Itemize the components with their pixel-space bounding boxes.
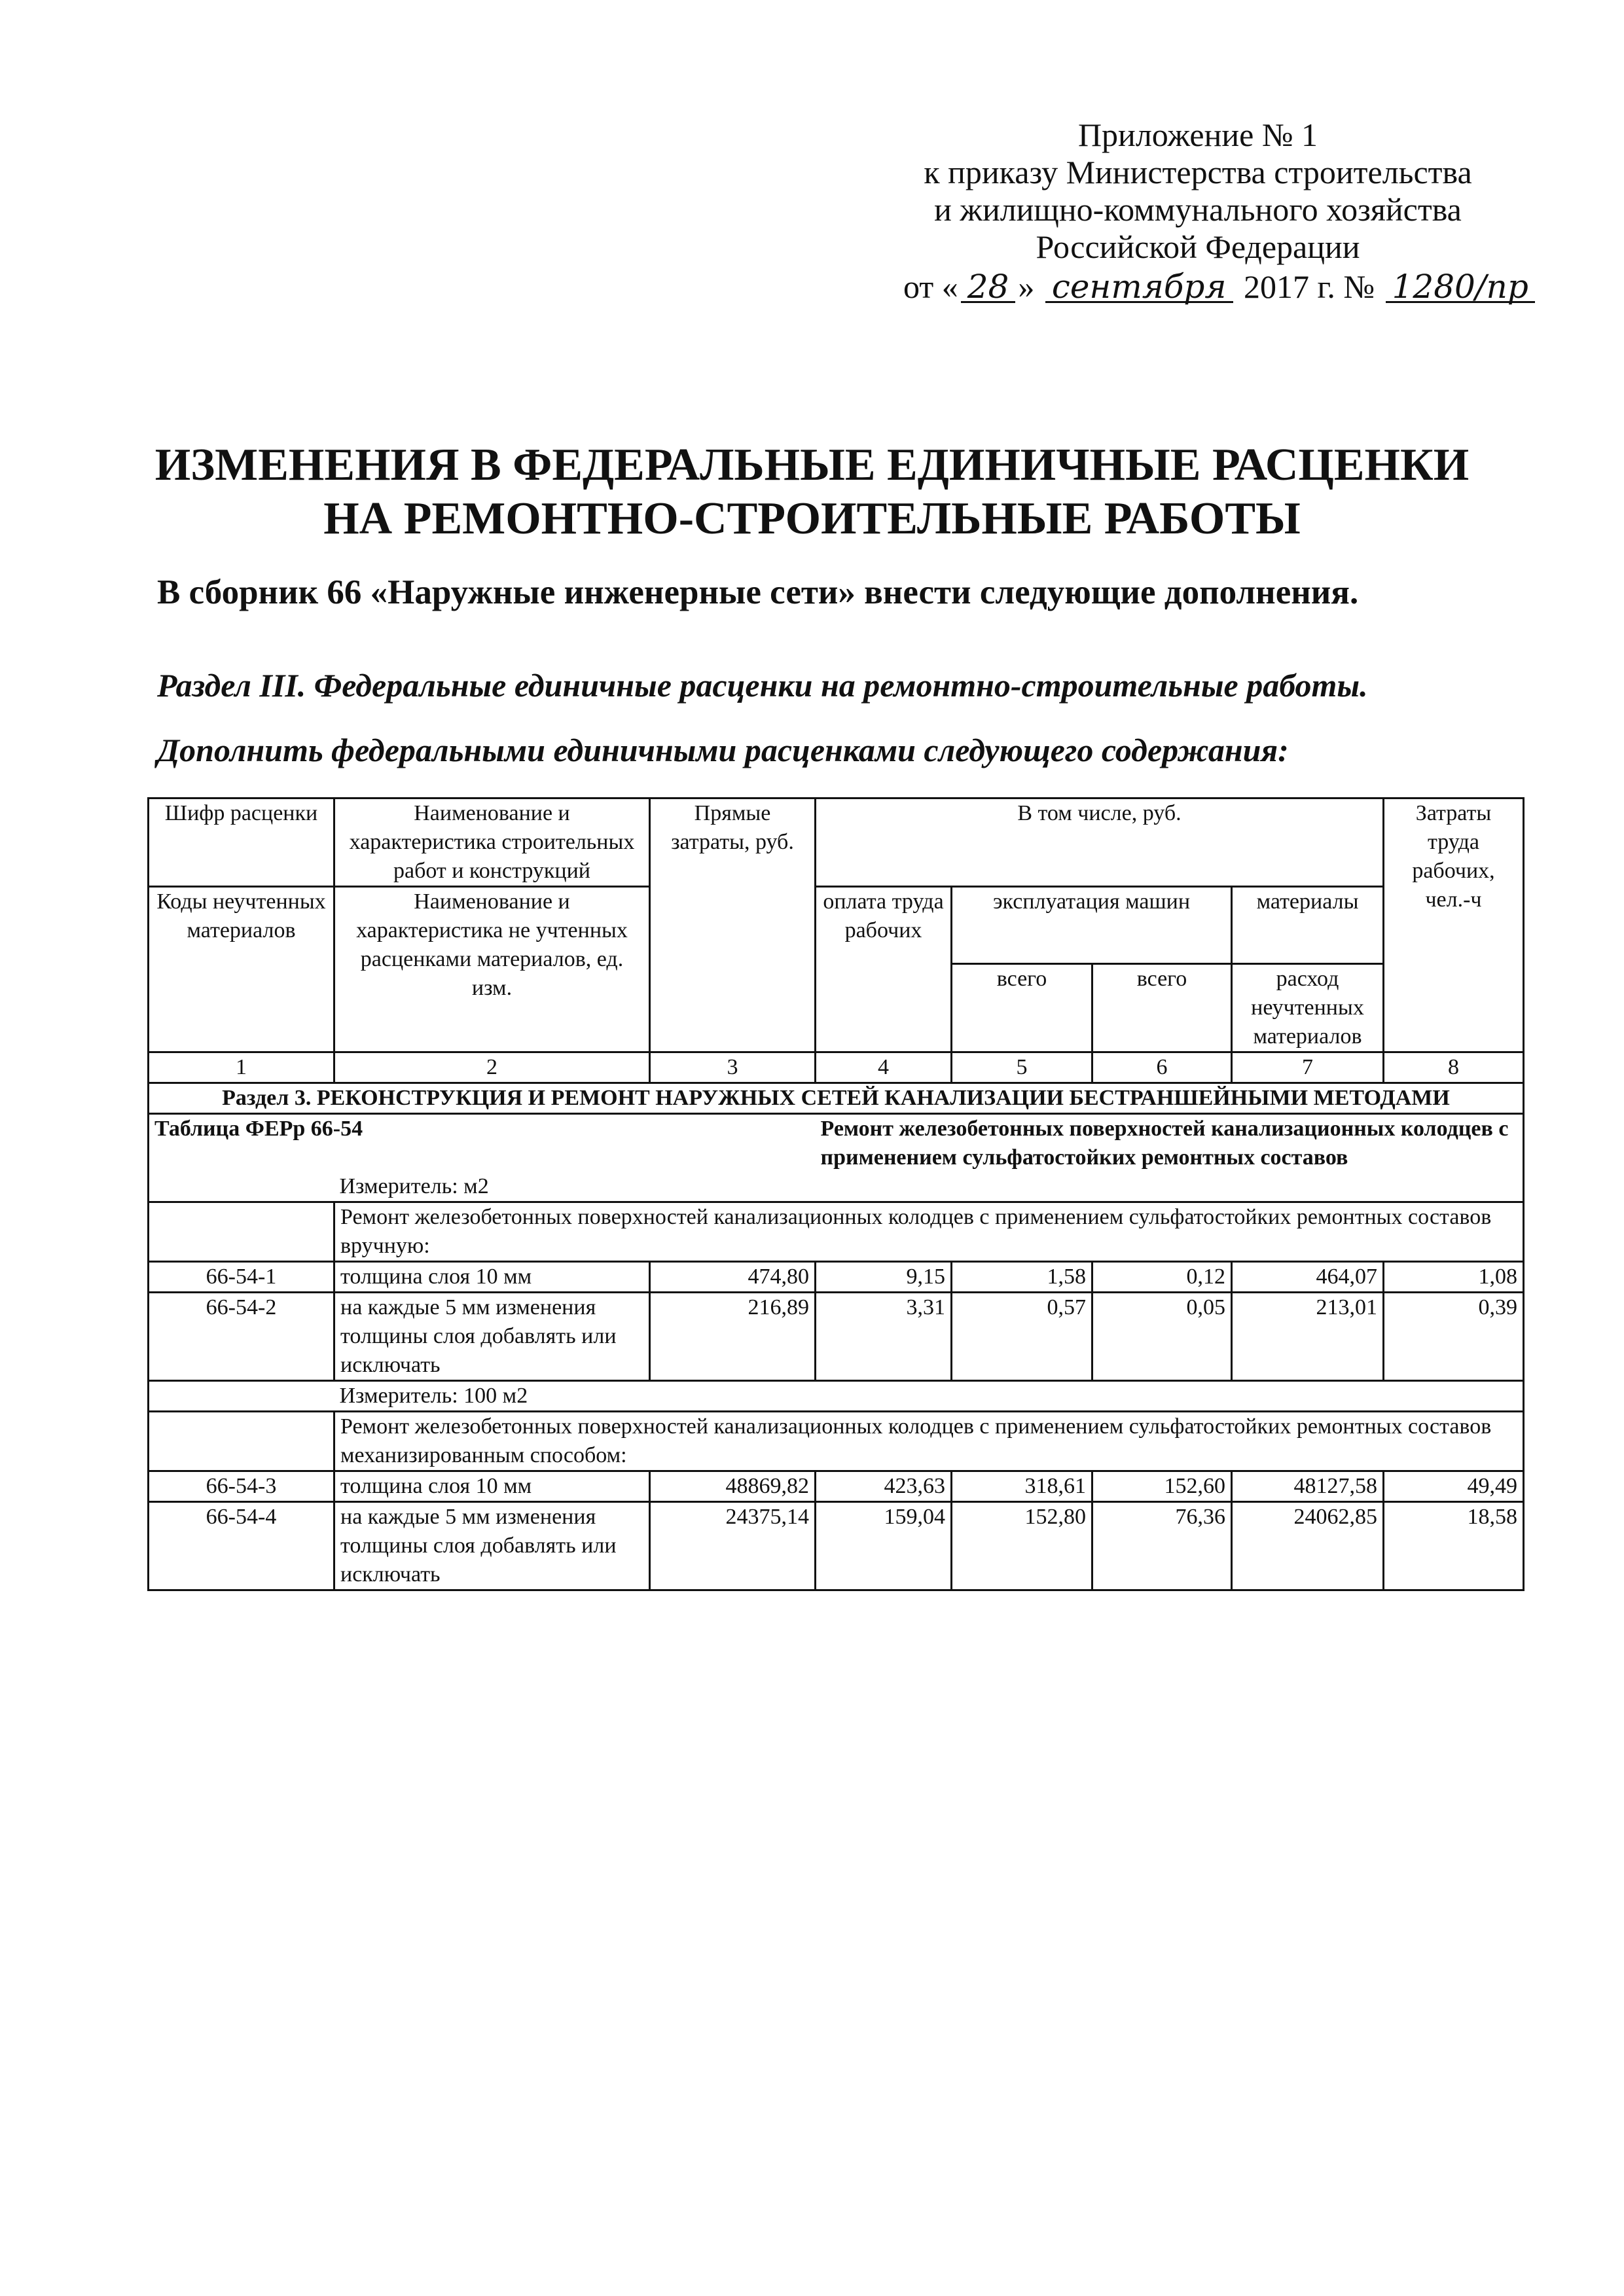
- row-machines: 152,80: [952, 1502, 1092, 1590]
- header-name: Наименование и характеристика строительных работ и конструкций: [334, 798, 650, 887]
- section-heading: Раздел III. Федеральные единичные расценки на ремонтно-строительные работы.: [157, 667, 1368, 704]
- price-table: [147, 797, 1525, 1591]
- row-labor: 18,58: [1384, 1502, 1524, 1590]
- group-description: Ремонт железобетонных поверхностей канализационных колодцев с применением сульфатостойких ремонтных составов вручную:: [334, 1202, 1524, 1262]
- intro-text: В сборник 66 «Наружные инженерные сети» внести следующие дополнения.: [157, 573, 1359, 611]
- column-number: 8: [1384, 1052, 1524, 1083]
- header-consumption: расход неучтенных материалов: [1232, 964, 1384, 1052]
- order-date: [903, 268, 1528, 306]
- row-materials: 24062,85: [1232, 1502, 1384, 1590]
- row-wages: 3,31: [816, 1293, 952, 1381]
- title-line-1: ИЗМЕНЕНИЯ В ФЕДЕРАЛЬНЫЕ ЕДИНИЧНЫЕ РАСЦЕНКИ: [154, 440, 1470, 490]
- order-day: 28: [961, 272, 1016, 303]
- approval-block: [903, 117, 1528, 306]
- header-wages: оплата труда рабочих: [816, 887, 952, 1052]
- date-mid: »: [1018, 268, 1035, 305]
- appendix-label: Приложение № 1: [1077, 117, 1318, 153]
- measure-unit: Измеритель: м2: [334, 1172, 1524, 1202]
- instruction-text: Дополнить федеральными единичными расценками следующего содержания:: [157, 732, 1289, 768]
- order-line: к приказу Министерства строительства: [924, 154, 1472, 190]
- table-row: [149, 1502, 1524, 1590]
- table-row: [149, 1262, 1524, 1293]
- row-machines-wages: 0,12: [1092, 1262, 1232, 1293]
- header-machines: эксплуатация машин: [952, 887, 1232, 964]
- order-year: 2017 г. №: [1244, 268, 1375, 305]
- header-labor: Затраты труда рабочих, чел.-ч: [1384, 798, 1524, 1052]
- row-name: на каждые 5 мм изменения толщины слоя добавлять или исключать: [334, 1502, 650, 1590]
- title-line-2: НА РЕМОНТНО-СТРОИТЕЛЬНЫЕ РАБОТЫ: [323, 493, 1301, 544]
- row-machines-wages: 152,60: [1092, 1471, 1232, 1502]
- row-direct: 216,89: [650, 1293, 816, 1381]
- row-name: толщина слоя 10 мм: [334, 1262, 650, 1293]
- header-code: Шифр расценки: [149, 798, 334, 887]
- group-description: Ремонт железобетонных поверхностей канализационных колодцев с применением сульфатостойких ремонтных составов механизированным способом:: [334, 1412, 1524, 1471]
- row-code: 66-54-2: [149, 1293, 334, 1381]
- column-number: 2: [334, 1052, 650, 1083]
- header-unaccounted-codes: Коды неучтенных материалов: [149, 887, 334, 1052]
- document-title: [0, 439, 1624, 546]
- header-direct-costs: Прямые затраты, руб.: [650, 798, 816, 1052]
- date-prefix: от «: [903, 268, 958, 305]
- table-row: [149, 1293, 1524, 1381]
- column-number: 1: [149, 1052, 334, 1083]
- order-number: 1280/пр: [1386, 272, 1535, 303]
- row-code: 66-54-3: [149, 1471, 334, 1502]
- row-code: 66-54-4: [149, 1502, 334, 1590]
- header-machines-total: всего: [952, 964, 1092, 1052]
- row-direct: 48869,82: [650, 1471, 816, 1502]
- table-title: Ремонт железобетонных поверхностей канализационных колодцев с применением сульфатостойких ремонтных составов: [816, 1114, 1524, 1173]
- ministry-line: и жилищно-коммунального хозяйства: [934, 191, 1462, 228]
- row-machines: 1,58: [952, 1262, 1092, 1293]
- row-direct: 24375,14: [650, 1502, 816, 1590]
- row-direct: 474,80: [650, 1262, 816, 1293]
- row-labor: 49,49: [1384, 1471, 1524, 1502]
- header-machines-wages-total: всего: [1092, 964, 1232, 1052]
- measure-unit: Измеритель: 100 м2: [334, 1381, 1524, 1412]
- row-wages: 159,04: [816, 1502, 952, 1590]
- row-name: толщина слоя 10 мм: [334, 1471, 650, 1502]
- order-month: сентября: [1045, 272, 1233, 303]
- header-unaccounted-name: Наименование и характеристика не учтенных расценками материалов, ед. изм.: [334, 887, 650, 1052]
- row-wages: 9,15: [816, 1262, 952, 1293]
- row-labor: 1,08: [1384, 1262, 1524, 1293]
- row-materials: 464,07: [1232, 1262, 1384, 1293]
- table-section-title: Раздел 3. РЕКОНСТРУКЦИЯ И РЕМОНТ НАРУЖНЫХ СЕТЕЙ КАНАЛИЗАЦИИ БЕСТРАНШЕЙНЫМИ МЕТОДАМИ: [149, 1083, 1524, 1114]
- row-materials: 48127,58: [1232, 1471, 1384, 1502]
- header-materials: материалы: [1232, 887, 1384, 964]
- row-labor: 0,39: [1384, 1293, 1524, 1381]
- column-number: 3: [650, 1052, 816, 1083]
- row-materials: 213,01: [1232, 1293, 1384, 1381]
- row-machines-wages: 0,05: [1092, 1293, 1232, 1381]
- column-number: 6: [1092, 1052, 1232, 1083]
- row-machines: 318,61: [952, 1471, 1092, 1502]
- country-line: Российской Федерации: [1036, 228, 1360, 265]
- column-number: 7: [1232, 1052, 1384, 1083]
- column-number: 4: [816, 1052, 952, 1083]
- row-wages: 423,63: [816, 1471, 952, 1502]
- table-row: [149, 1471, 1524, 1502]
- table-code: Таблица ФЕРр 66-54: [149, 1114, 816, 1173]
- column-number: 5: [952, 1052, 1092, 1083]
- row-machines-wages: 76,36: [1092, 1502, 1232, 1590]
- row-machines: 0,57: [952, 1293, 1092, 1381]
- row-code: 66-54-1: [149, 1262, 334, 1293]
- row-name: на каждые 5 мм изменения толщины слоя добавлять или исключать: [334, 1293, 650, 1381]
- header-including: В том числе, руб.: [816, 798, 1384, 887]
